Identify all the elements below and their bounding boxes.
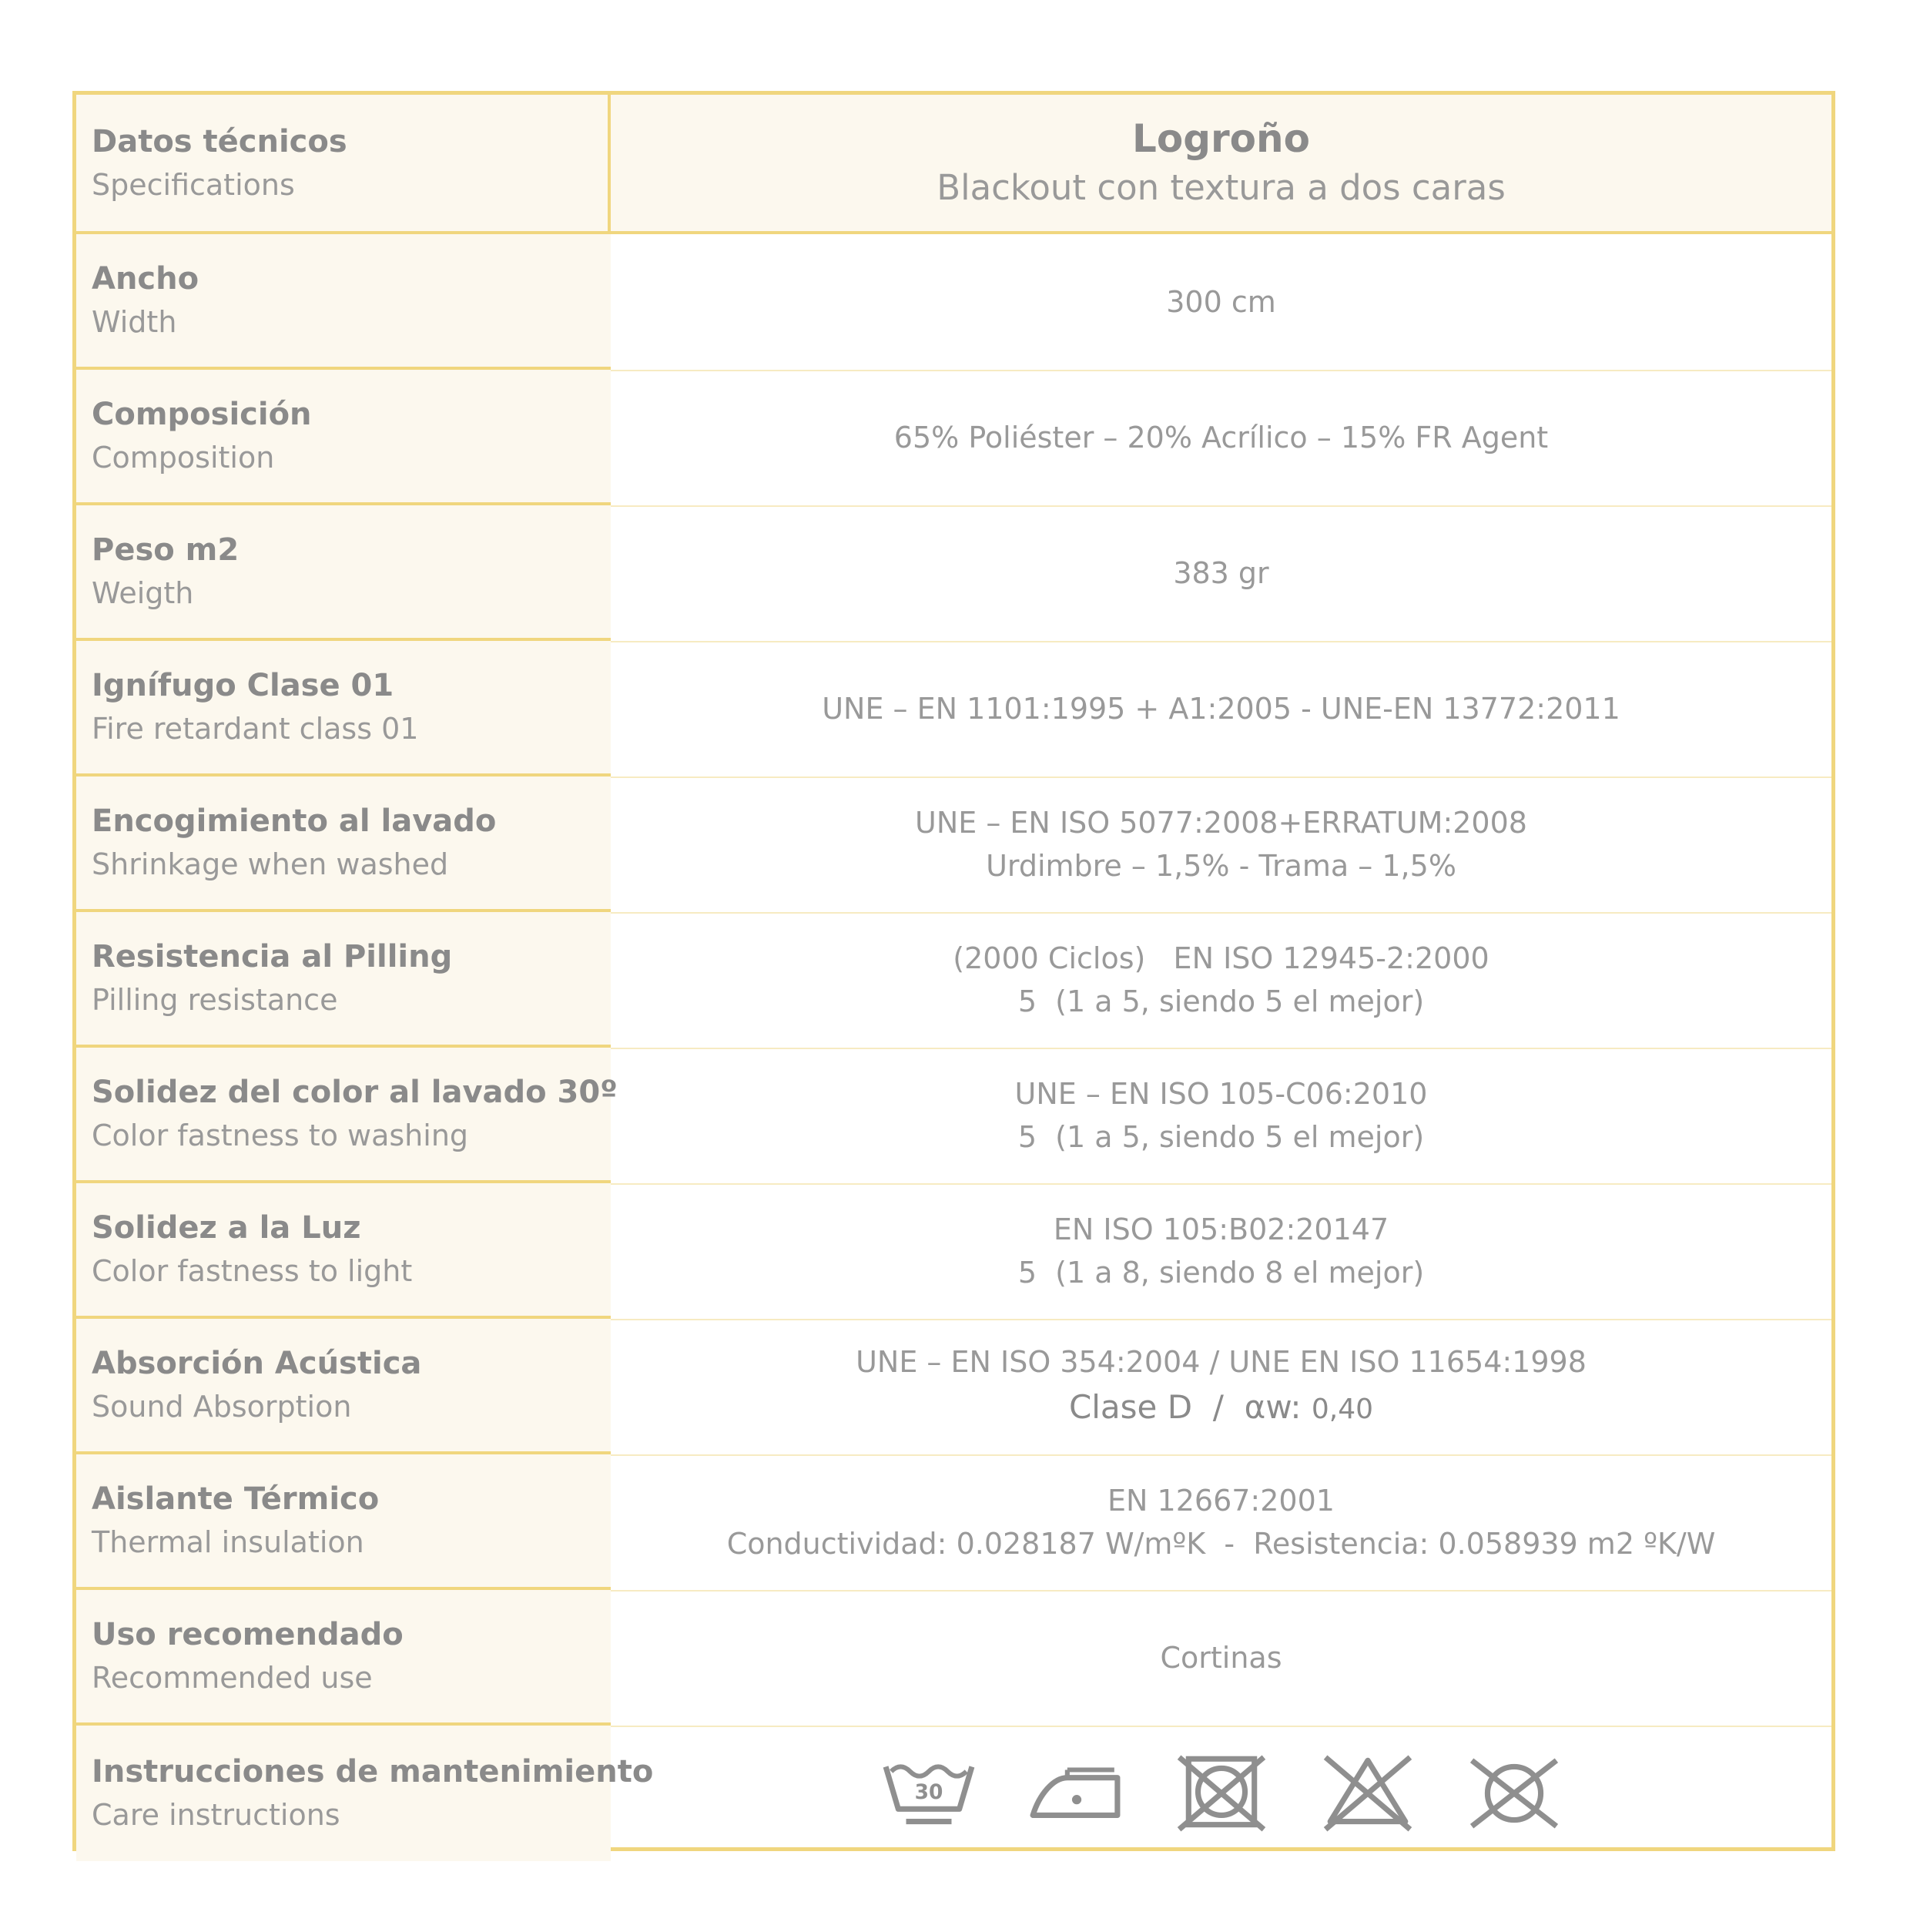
row-label-en: Sound Absorption — [92, 1390, 352, 1424]
table-row-care-instructions — [76, 1726, 1831, 1861]
table-row-thermal-insulation — [76, 1454, 1831, 1592]
iron-low-icon — [1028, 1754, 1122, 1833]
product-description: Blackout con textura a dos caras — [937, 166, 1506, 208]
row-label-cell — [76, 1319, 611, 1454]
header-label-cell — [76, 95, 611, 231]
row-label-cell — [76, 1454, 611, 1590]
header-label-en: Specifications — [92, 167, 295, 202]
row-label-es: Composición — [92, 397, 312, 432]
no-dry-clean-icon — [1467, 1754, 1561, 1833]
row-label-en: Width — [92, 305, 177, 339]
row-value: Conductividad: 0.028187 W/mºK - Resistencia: 0.058939 m2 ºK/W — [726, 1527, 1716, 1561]
no-bleach-icon — [1321, 1754, 1415, 1833]
row-value: 5 (1 a 5, siendo 5 el mejor) — [1017, 1120, 1425, 1154]
sound-class-text: Clase D / αw: — [1068, 1387, 1302, 1426]
row-value: UNE – EN ISO 354:2004 / UNE EN ISO 11654:1998 — [856, 1344, 1587, 1379]
row-value: 5 (1 a 5, siendo 5 el mejor) — [1017, 984, 1425, 1018]
spec-table — [72, 91, 1835, 1851]
table-row-color-fastness-light — [76, 1183, 1831, 1320]
row-value-cell — [611, 1183, 1831, 1319]
header-value-cell — [611, 95, 1831, 231]
care-icons-cell — [611, 1726, 1831, 1861]
product-name: Logroño — [1132, 116, 1310, 161]
row-label-cell — [76, 776, 611, 912]
row-value-cell — [611, 1454, 1831, 1590]
row-value: Cortinas — [1160, 1641, 1282, 1675]
row-label-es: Solidez del color al lavado 30º — [92, 1075, 618, 1110]
row-value: UNE – EN 1101:1995 + A1:2005 - UNE-EN 13772:2011 — [822, 692, 1620, 726]
no-tumble-dry-icon — [1174, 1754, 1268, 1833]
table-row-pilling — [76, 912, 1831, 1049]
table-row-shrinkage — [76, 776, 1831, 914]
row-label-en: Care instructions — [92, 1798, 340, 1832]
table-row-color-fastness-washing — [76, 1048, 1831, 1185]
row-label-es: Absorción Acústica — [92, 1346, 422, 1381]
row-label-en: Thermal insulation — [92, 1525, 364, 1559]
row-value-cell — [611, 370, 1831, 505]
row-value: EN 12667:2001 — [1107, 1484, 1335, 1518]
table-row-fire-retardant — [76, 641, 1831, 778]
row-label-cell — [76, 1590, 611, 1726]
row-label-en: Composition — [92, 441, 275, 475]
row-value: 300 cm — [1166, 285, 1276, 319]
row-label-es: Instrucciones de mantenimiento — [92, 1754, 654, 1789]
row-label-cell — [76, 1048, 618, 1183]
row-label-es: Ancho — [92, 261, 199, 297]
row-value-cell — [611, 641, 1831, 776]
row-label-es: Resistencia al Pilling — [92, 939, 453, 974]
row-label-es: Aislante Térmico — [92, 1481, 380, 1517]
row-value-cell — [611, 776, 1831, 912]
row-value: 65% Poliéster – 20% Acrílico – 15% FR Agent — [893, 421, 1549, 454]
wash-temperature-text: 30 — [914, 1780, 943, 1805]
row-label-es: Solidez a la Luz — [92, 1210, 361, 1246]
header-label-es: Datos técnicos — [92, 123, 347, 159]
row-label-cell — [76, 1183, 611, 1319]
table-row-weight — [76, 505, 1831, 642]
row-label-en: Color fastness to washing — [92, 1119, 469, 1152]
row-label-cell — [76, 505, 611, 641]
row-value: 383 gr — [1173, 556, 1269, 590]
row-label-en: Fire retardant class 01 — [92, 712, 419, 746]
row-value: UNE – EN ISO 5077:2008+ERRATUM:2008 — [915, 806, 1527, 840]
row-value: (2000 Ciclos) EN ISO 12945-2:2000 — [953, 941, 1489, 975]
care-icons — [882, 1754, 1561, 1833]
row-label-cell — [76, 234, 611, 370]
table-row-sound-absorption — [76, 1319, 1831, 1456]
row-value-cell — [611, 912, 1831, 1048]
table-header — [76, 95, 1831, 234]
row-value-cell — [611, 1048, 1831, 1183]
row-label-en: Recommended use — [92, 1661, 373, 1695]
row-value: EN ISO 105:B02:20147 — [1053, 1213, 1389, 1246]
row-value: 5 (1 a 8, siendo 8 el mejor) — [1017, 1256, 1425, 1290]
row-label-en: Shrinkage when washed — [92, 847, 449, 881]
row-label-cell — [76, 912, 611, 1048]
row-label-cell — [76, 641, 611, 776]
row-label-es: Encogimiento al lavado — [92, 803, 497, 839]
row-label-en: Pilling resistance — [92, 983, 338, 1017]
row-value-cell — [611, 1319, 1831, 1454]
row-label-cell — [76, 370, 611, 505]
row-value: UNE – EN ISO 105-C06:2010 — [1014, 1077, 1428, 1111]
row-label-en: Color fastness to light — [92, 1254, 413, 1288]
row-value-cell — [611, 1590, 1831, 1726]
row-label-cell — [76, 1726, 654, 1861]
row-value-cell — [611, 505, 1831, 641]
row-value: Urdimbre – 1,5% - Trama – 1,5% — [986, 849, 1456, 883]
row-label-es: Peso m2 — [92, 532, 240, 568]
row-label-es: Uso recomendado — [92, 1617, 404, 1652]
wash-30-icon — [882, 1754, 976, 1833]
row-value-cell — [611, 234, 1831, 370]
sound-class-value: 0,40 — [1311, 1393, 1374, 1425]
sound-class-line — [1069, 1384, 1373, 1434]
table-row-width — [76, 234, 1831, 371]
row-label-en: Weigth — [92, 576, 194, 610]
table-row-recommended-use — [76, 1590, 1831, 1727]
row-label-es: Ignífugo Clase 01 — [92, 668, 394, 703]
table-row-composition — [76, 370, 1831, 507]
